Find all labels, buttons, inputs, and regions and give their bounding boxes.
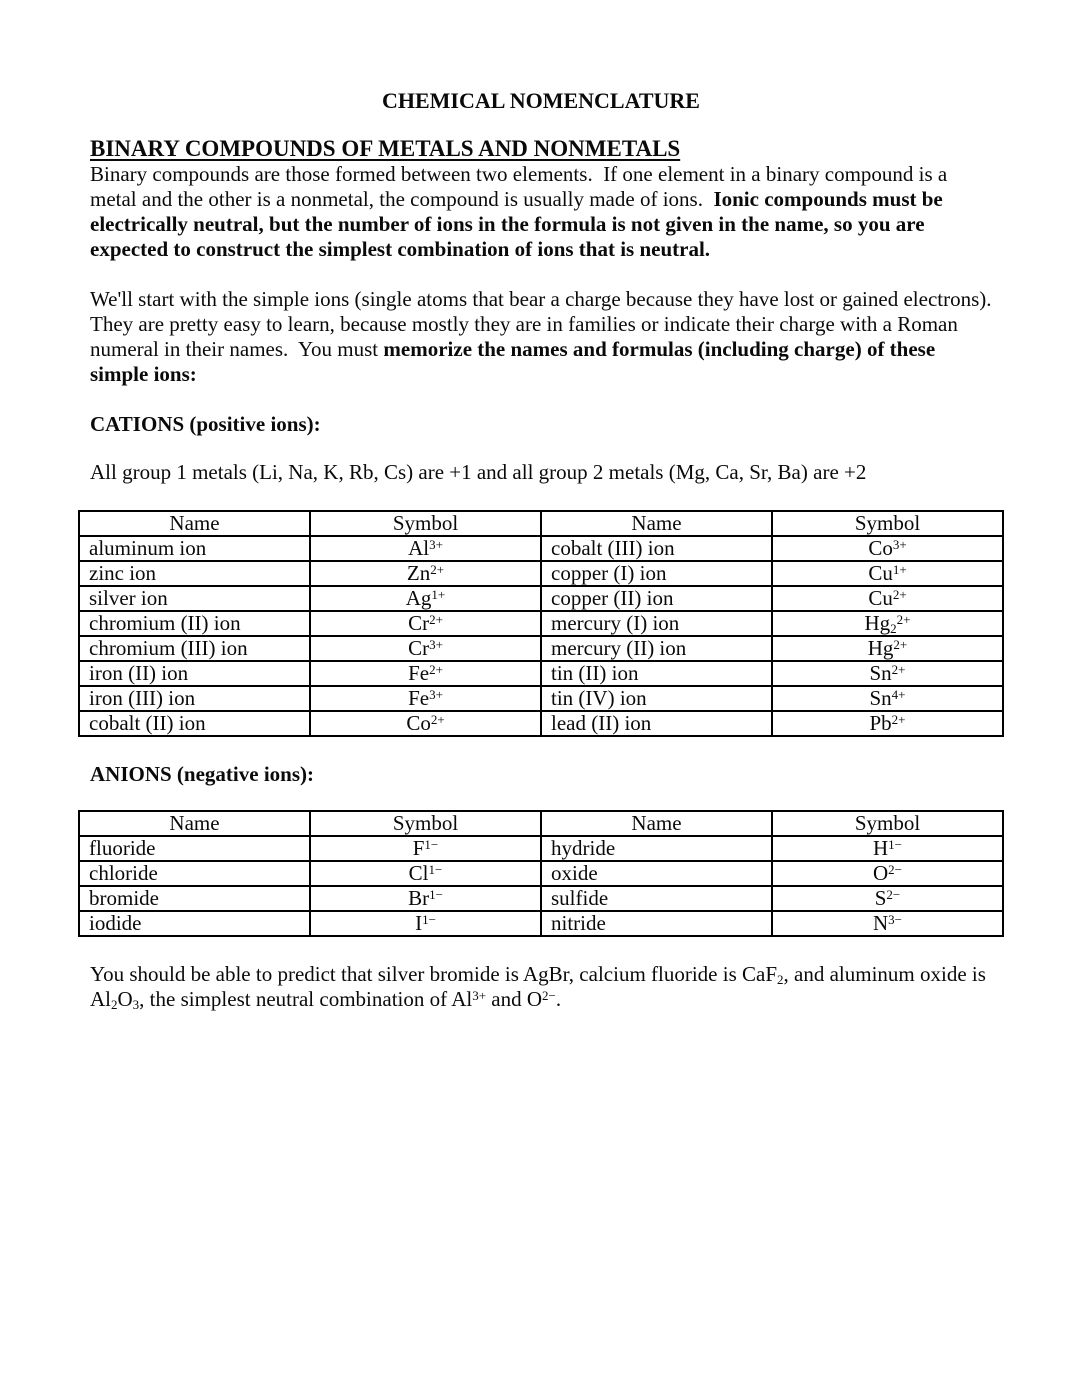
ion-symbol-cell: $Zn^{2+}$ <box>310 561 541 586</box>
table-header-row <box>79 511 1003 536</box>
document-title: CHEMICAL NOMENCLATURE <box>381 88 700 113</box>
table-row <box>79 561 1003 586</box>
ion-symbol-cell: $Co^{2+}$ <box>310 711 541 736</box>
ion-name-cell: lead (II) ion <box>541 711 772 736</box>
ion-symbol-cell: $Co^{3+}$ <box>772 536 1003 561</box>
ion-name-cell: hydride <box>541 836 772 861</box>
ion-name-cell: iron (III) ion <box>79 686 310 711</box>
simple-ions-paragraph: We'll start with the simple ions (single atoms that bear a charge because they have lost or gained electrons). They are pretty easy to learn, because mostly they are in families or indicate their charge with a Roman numeral in their names. You must memorize the names and formulas (including charge) of these simple ions: <box>90 287 1002 386</box>
ion-symbol-cell: $Cu^{2+}$ <box>772 586 1003 611</box>
ion-name-cell: mercury (II) ion <box>541 636 772 661</box>
ion-symbol-cell: $N^{3-}$ <box>772 911 1003 936</box>
ion-symbol-cell: $Cr^{2+}$ <box>310 611 541 636</box>
cations-group-note: All group 1 metals (Li, Na, K, Rb, Cs) are +1 and all group 2 metals (Mg, Ca, Sr, Ba) are +2 <box>90 460 867 484</box>
ion-symbol-cell: $Cr^{3+}$ <box>310 636 541 661</box>
closing-paragraph: You should be able to predict that silver bromide is AgBr, calcium fluoride is CaF$_2$, and aluminum oxide is $Al_2O_3$, the simplest neutral combination of $Al^{3+}$ and $O^{2-}$. <box>90 962 991 1012</box>
table-row <box>79 861 1003 886</box>
ion-symbol-cell: $H^{1-}$ <box>772 836 1003 861</box>
section-heading-binary-compounds <box>90 136 992 162</box>
ion-name-cell: cobalt (III) ion <box>541 536 772 561</box>
ion-name-cell: chloride <box>79 861 310 886</box>
ion-name-cell: copper (I) ion <box>541 561 772 586</box>
ion-symbol-cell: $F^{1-}$ <box>310 836 541 861</box>
ion-name-cell: oxide <box>541 861 772 886</box>
ion-name-cell: iron (II) ion <box>79 661 310 686</box>
table-row <box>79 661 1003 686</box>
table-row <box>79 611 1003 636</box>
ion-symbol-cell: $Hg^{2+}$ <box>772 636 1003 661</box>
anions-heading: ANIONS (negative ions): <box>90 762 314 786</box>
ion-symbol-cell: $Sn^{2+}$ <box>772 661 1003 686</box>
ion-symbol-cell: $Fe^{2+}$ <box>310 661 541 686</box>
table-header-cell: Symbol <box>772 511 1003 536</box>
table-header-cell: Name <box>79 511 310 536</box>
table-header-cell: Symbol <box>310 811 541 836</box>
ion-name-cell: cobalt (II) ion <box>79 711 310 736</box>
ion-name-cell: iodide <box>79 911 310 936</box>
table-row <box>79 911 1003 936</box>
table-header-cell: Symbol <box>310 511 541 536</box>
ion-name-cell: nitride <box>541 911 772 936</box>
table-header-cell: Symbol <box>772 811 1003 836</box>
ion-symbol-cell: $Hg_2^{2+}$ <box>772 611 1003 636</box>
ion-symbol-cell: $Al^{3+}$ <box>310 536 541 561</box>
anions-table <box>78 810 1004 937</box>
table-row <box>79 536 1003 561</box>
table-row <box>79 886 1003 911</box>
ion-symbol-cell: $Sn^{4+}$ <box>772 686 1003 711</box>
ion-name-cell: tin (IV) ion <box>541 686 772 711</box>
table-header-cell: Name <box>79 811 310 836</box>
ion-symbol-cell: $S^{2-}$ <box>772 886 1003 911</box>
cations-table <box>78 510 1004 737</box>
ion-name-cell: fluoride <box>79 836 310 861</box>
table-header-cell: Name <box>541 811 772 836</box>
intro-paragraph: Binary compounds are those formed between two elements. If one element in a binary compound is a metal and the other is a nonmetal, the compound is usually made of ions. Ionic compounds must be electrically neutral, but the number of ions in the formula is not given in the name, so you are expected to construct the simplest combination of ions that is neutral. <box>90 162 953 261</box>
ion-name-cell: sulfide <box>541 886 772 911</box>
ion-symbol-cell: $Cl^{1-}$ <box>310 861 541 886</box>
ion-name-cell: chromium (III) ion <box>79 636 310 661</box>
table-row <box>79 586 1003 611</box>
ion-name-cell: zinc ion <box>79 561 310 586</box>
ion-name-cell: copper (II) ion <box>541 586 772 611</box>
section-heading-text: BINARY COMPOUNDS OF METALS AND NONMETALS <box>90 136 681 161</box>
ion-symbol-cell: $Cu^{1+}$ <box>772 561 1003 586</box>
ion-symbol-cell: $Ag^{1+}$ <box>310 586 541 611</box>
ion-symbol-cell: $Pb^{2+}$ <box>772 711 1003 736</box>
ion-name-cell: mercury (I) ion <box>541 611 772 636</box>
ion-symbol-cell: $I^{1-}$ <box>310 911 541 936</box>
ion-symbol-cell: $O^{2-}$ <box>772 861 1003 886</box>
ion-symbol-cell: $Br^{1-}$ <box>310 886 541 911</box>
ion-name-cell: silver ion <box>79 586 310 611</box>
ion-symbol-cell: $Fe^{3+}$ <box>310 686 541 711</box>
cations-heading: CATIONS (positive ions): <box>90 412 321 436</box>
ion-name-cell: aluminum ion <box>79 536 310 561</box>
ion-name-cell: tin (II) ion <box>541 661 772 686</box>
table-row <box>79 636 1003 661</box>
table-header-row <box>79 811 1003 836</box>
table-header-cell: Name <box>541 511 772 536</box>
table-row <box>79 711 1003 736</box>
table-row <box>79 836 1003 861</box>
ion-name-cell: chromium (II) ion <box>79 611 310 636</box>
ion-name-cell: bromide <box>79 886 310 911</box>
table-row <box>79 686 1003 711</box>
